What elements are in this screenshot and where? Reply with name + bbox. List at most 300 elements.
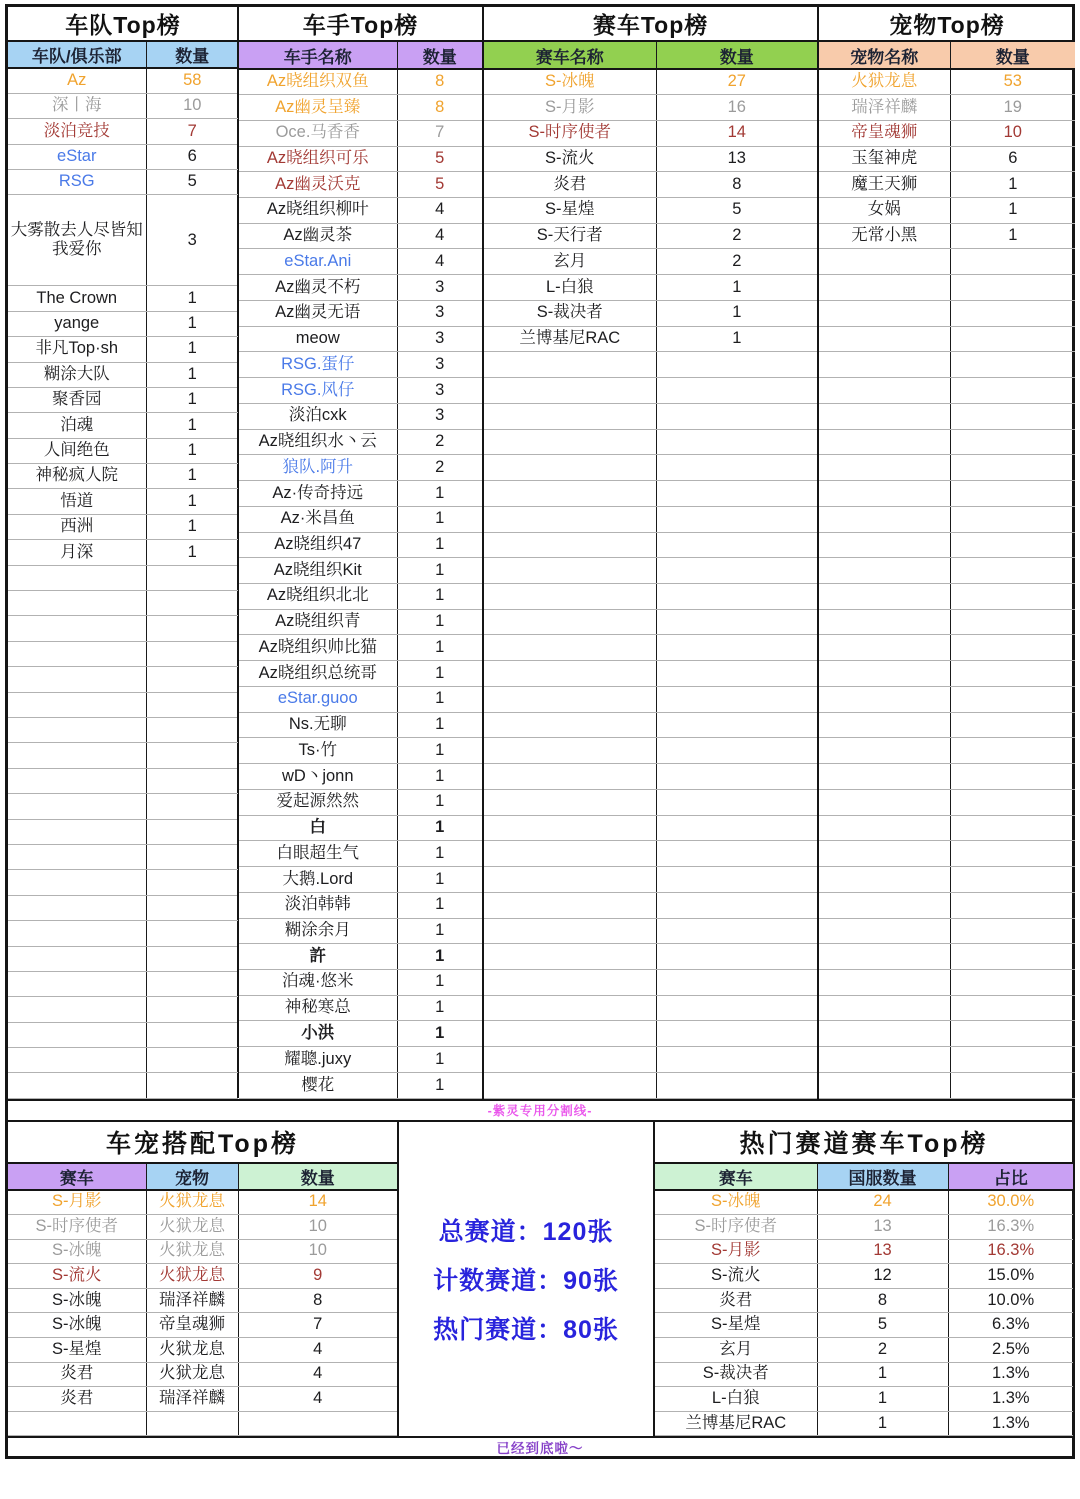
empty-cell xyxy=(8,971,146,996)
name-cell: S-月影 xyxy=(484,95,656,121)
driver-top-table xyxy=(239,7,484,1099)
empty-cell xyxy=(819,249,950,275)
column-header: 宠物 xyxy=(146,1163,238,1190)
empty-row xyxy=(484,944,818,970)
empty-row xyxy=(484,352,818,378)
value-cell: 53 xyxy=(950,69,1075,95)
empty-cell xyxy=(484,1047,656,1073)
name-cell: 耀聰.juxy xyxy=(239,1047,397,1073)
empty-cell xyxy=(8,1048,146,1073)
name-cell: Oce.马香香 xyxy=(239,120,397,146)
empty-row xyxy=(8,895,238,920)
empty-row xyxy=(8,844,238,869)
value-cell: 1 xyxy=(397,506,483,532)
table-row xyxy=(484,172,818,198)
value-cell: 10.0% xyxy=(948,1288,1073,1313)
empty-row xyxy=(484,403,818,429)
value-cell: 1 xyxy=(146,387,238,412)
name-cell: 糊涂大队 xyxy=(8,362,146,387)
table-row xyxy=(239,429,483,455)
empty-cell xyxy=(950,506,1075,532)
table-row xyxy=(655,1313,1073,1338)
empty-row xyxy=(819,764,1075,790)
name-cell: Az幽灵无语 xyxy=(239,300,397,326)
name-cell: Az幽灵不朽 xyxy=(239,275,397,301)
name-cell: 帝皇魂狮 xyxy=(819,120,950,146)
table-row xyxy=(239,223,483,249)
table-row xyxy=(239,892,483,918)
empty-cell xyxy=(8,895,146,920)
bottom-rankings-section xyxy=(8,1122,1072,1436)
value-cell: 27 xyxy=(656,69,818,95)
table-row xyxy=(8,170,238,195)
empty-cell xyxy=(656,635,818,661)
value-cell: 火狱龙息 xyxy=(146,1337,238,1362)
empty-cell xyxy=(819,1072,950,1098)
name-cell: S-流火 xyxy=(8,1264,146,1289)
empty-row xyxy=(484,918,818,944)
table-row xyxy=(239,172,483,198)
value-cell: 9 xyxy=(238,1264,398,1289)
value-cell: 13 xyxy=(656,146,818,172)
empty-cell xyxy=(656,1072,818,1098)
value-cell: 5 xyxy=(146,170,238,195)
empty-cell xyxy=(8,768,146,793)
name-cell: 泊魂 xyxy=(8,413,146,438)
table-row xyxy=(8,514,238,539)
counted-tracks-stat: 计数赛道：90张 xyxy=(433,1267,619,1296)
name-cell: RSG.风仔 xyxy=(239,378,397,404)
empty-cell xyxy=(656,506,818,532)
empty-row xyxy=(8,1022,238,1047)
empty-row xyxy=(484,661,818,687)
empty-cell xyxy=(819,506,950,532)
empty-row xyxy=(8,641,238,666)
empty-cell xyxy=(819,918,950,944)
name-cell: S-天行者 xyxy=(484,223,656,249)
empty-cell xyxy=(484,1072,656,1098)
empty-row xyxy=(8,743,238,768)
table-row xyxy=(484,197,818,223)
empty-row xyxy=(8,1048,238,1073)
empty-cell xyxy=(656,532,818,558)
empty-cell xyxy=(950,764,1075,790)
empty-cell xyxy=(656,892,818,918)
empty-row xyxy=(819,532,1075,558)
table-row xyxy=(239,481,483,507)
empty-cell xyxy=(484,481,656,507)
table-row xyxy=(239,275,483,301)
empty-cell xyxy=(656,995,818,1021)
empty-row xyxy=(484,558,818,584)
table-row xyxy=(655,1288,1073,1313)
column-header: 数量 xyxy=(950,41,1075,68)
empty-cell xyxy=(656,558,818,584)
empty-cell xyxy=(8,1022,146,1047)
table-row xyxy=(8,195,238,246)
empty-cell xyxy=(819,1047,950,1073)
empty-row xyxy=(484,712,818,738)
value-cell: 1 xyxy=(146,514,238,539)
empty-cell xyxy=(146,895,238,920)
empty-cell xyxy=(819,275,950,301)
empty-row xyxy=(8,616,238,641)
empty-cell xyxy=(484,1021,656,1047)
empty-row xyxy=(484,970,818,996)
column-header: 国服数量 xyxy=(817,1163,948,1190)
value-cell: 10 xyxy=(950,120,1075,146)
empty-row xyxy=(484,1072,818,1098)
table-row xyxy=(819,69,1075,95)
empty-cell xyxy=(819,686,950,712)
value-cell: 1 xyxy=(950,172,1075,198)
empty-cell xyxy=(656,738,818,764)
value-cell: 瑞泽祥麟 xyxy=(146,1288,238,1313)
column-header: 宠物名称 xyxy=(819,41,950,68)
empty-cell xyxy=(146,870,238,895)
empty-cell xyxy=(819,429,950,455)
value-cell: 2 xyxy=(656,249,818,275)
table-row xyxy=(8,286,238,311)
table-row xyxy=(484,300,818,326)
value-cell: 6 xyxy=(950,146,1075,172)
name-cell: eStar xyxy=(8,144,146,169)
table-row xyxy=(239,970,483,996)
empty-cell xyxy=(950,532,1075,558)
value-cell: 10 xyxy=(238,1239,398,1264)
value-cell: 1 xyxy=(397,584,483,610)
empty-cell xyxy=(950,892,1075,918)
table-row xyxy=(819,120,1075,146)
value-cell: 8 xyxy=(238,1288,398,1313)
table-row xyxy=(484,120,818,146)
table-row xyxy=(8,68,238,93)
value-cell: 3 xyxy=(397,403,483,429)
empty-row xyxy=(484,455,818,481)
name-cell: 狼队.阿升 xyxy=(239,455,397,481)
empty-row xyxy=(8,997,238,1022)
empty-row xyxy=(819,481,1075,507)
empty-cell xyxy=(819,789,950,815)
empty-cell xyxy=(146,717,238,742)
empty-row xyxy=(484,867,818,893)
empty-cell xyxy=(146,641,238,666)
table-row xyxy=(8,1288,398,1313)
empty-cell xyxy=(819,815,950,841)
name-cell: 深丨海 xyxy=(8,93,146,118)
empty-cell xyxy=(146,1022,238,1047)
pet-top-title: 宠物Top榜 xyxy=(819,7,1075,41)
name-cell: 爱起源然然 xyxy=(239,789,397,815)
name-cell: 炎君 xyxy=(655,1288,817,1313)
empty-cell xyxy=(656,686,818,712)
empty-row xyxy=(819,867,1075,893)
name-cell: S-流火 xyxy=(655,1264,817,1289)
value-cell: 16.3% xyxy=(948,1239,1073,1264)
empty-row xyxy=(8,794,238,819)
car-pet-combo-top-title: 车宠搭配Top榜 xyxy=(8,1122,398,1163)
empty-cell xyxy=(484,455,656,481)
empty-row xyxy=(819,403,1075,429)
table-row xyxy=(239,326,483,352)
empty-row xyxy=(484,841,818,867)
table-row xyxy=(239,944,483,970)
empty-cell xyxy=(950,455,1075,481)
name-cell: Az·传奇持远 xyxy=(239,481,397,507)
empty-cell xyxy=(950,326,1075,352)
empty-row xyxy=(8,921,238,946)
table-row xyxy=(8,1387,398,1412)
name-cell: 小洪 xyxy=(239,1021,397,1047)
empty-row xyxy=(819,326,1075,352)
table-row xyxy=(484,326,818,352)
table-row xyxy=(819,95,1075,121)
value-cell: 5 xyxy=(656,197,818,223)
name-cell: L-白狼 xyxy=(655,1387,817,1412)
name-cell: Az幽灵呈臻 xyxy=(239,95,397,121)
empty-cell xyxy=(656,378,818,404)
table-row xyxy=(239,815,483,841)
empty-cell xyxy=(950,944,1075,970)
empty-cell xyxy=(484,429,656,455)
value-cell: 16 xyxy=(656,95,818,121)
column-header: 占比 xyxy=(948,1163,1073,1190)
table-row xyxy=(655,1411,1073,1436)
track-stats-panel xyxy=(399,1122,655,1436)
value-cell: 14 xyxy=(238,1190,398,1215)
empty-row xyxy=(819,352,1075,378)
name-cell: Az晓组织北北 xyxy=(239,584,397,610)
table-row xyxy=(8,1190,398,1215)
empty-cell xyxy=(950,867,1075,893)
empty-row xyxy=(819,841,1075,867)
empty-cell xyxy=(819,1021,950,1047)
name-cell: 糊涂余月 xyxy=(239,918,397,944)
value-cell: 1 xyxy=(656,300,818,326)
empty-cell xyxy=(819,995,950,1021)
name-cell: 人间绝色 xyxy=(8,438,146,463)
table-row xyxy=(655,1264,1073,1289)
empty-row xyxy=(819,506,1075,532)
table-row xyxy=(239,841,483,867)
empty-cell xyxy=(146,1048,238,1073)
divider-note: -紫灵专用分割线- xyxy=(8,1101,1072,1122)
value-cell: 3 xyxy=(397,300,483,326)
driver-top-title: 车手Top榜 xyxy=(239,7,483,41)
value-cell: 1 xyxy=(950,223,1075,249)
table-row xyxy=(239,146,483,172)
empty-cell xyxy=(484,867,656,893)
value-cell: 5 xyxy=(397,172,483,198)
empty-cell xyxy=(8,997,146,1022)
empty-cell xyxy=(656,403,818,429)
table-row xyxy=(484,249,818,275)
value-cell: 14 xyxy=(656,120,818,146)
name-cell: Az晓组织47 xyxy=(239,532,397,558)
empty-cell xyxy=(950,300,1075,326)
empty-cell xyxy=(484,892,656,918)
name-cell: Az晓组织Kit xyxy=(239,558,397,584)
table-row xyxy=(239,120,483,146)
empty-row xyxy=(484,635,818,661)
empty-row xyxy=(819,249,1075,275)
empty-cell xyxy=(819,481,950,507)
name-cell: 聚香园 xyxy=(8,387,146,412)
value-cell: 1.3% xyxy=(948,1362,1073,1387)
value-cell: 火狱龙息 xyxy=(146,1239,238,1264)
empty-cell xyxy=(819,300,950,326)
empty-row xyxy=(819,918,1075,944)
empty-cell xyxy=(656,481,818,507)
value-cell: 2.5% xyxy=(948,1337,1073,1362)
value-cell: 10 xyxy=(146,93,238,118)
empty-cell xyxy=(8,667,146,692)
column-header: 赛车 xyxy=(655,1163,817,1190)
leaderboard-spreadsheet xyxy=(5,4,1075,1459)
value-cell: 58 xyxy=(146,68,238,93)
empty-cell xyxy=(819,558,950,584)
empty-cell xyxy=(484,635,656,661)
name-cell: 淡泊韩韩 xyxy=(239,892,397,918)
value-cell: 24 xyxy=(817,1190,948,1215)
empty-cell xyxy=(656,609,818,635)
name-cell: S-冰魄 xyxy=(484,69,656,95)
empty-row xyxy=(8,870,238,895)
name-cell: Az·米昌鱼 xyxy=(239,506,397,532)
name-cell: S-裁决者 xyxy=(484,300,656,326)
empty-cell xyxy=(484,403,656,429)
empty-cell xyxy=(950,661,1075,687)
value-cell: 4 xyxy=(397,197,483,223)
value-cell: 4 xyxy=(397,223,483,249)
name-cell: S-时序使者 xyxy=(655,1214,817,1239)
empty-row xyxy=(8,667,238,692)
name-cell: S-裁决者 xyxy=(655,1362,817,1387)
value-cell: 3 xyxy=(146,195,238,286)
empty-row xyxy=(819,300,1075,326)
value-cell: 12 xyxy=(817,1264,948,1289)
empty-row xyxy=(819,789,1075,815)
team-top-table xyxy=(8,7,239,1099)
empty-row xyxy=(819,609,1075,635)
empty-row xyxy=(484,481,818,507)
table-row xyxy=(239,197,483,223)
value-cell: 1 xyxy=(656,275,818,301)
empty-cell xyxy=(146,997,238,1022)
value-cell: 1 xyxy=(146,311,238,336)
empty-cell xyxy=(8,1073,146,1098)
value-cell: 6 xyxy=(146,144,238,169)
name-cell: Az幽灵沃克 xyxy=(239,172,397,198)
table-row xyxy=(239,506,483,532)
empty-row xyxy=(484,1021,818,1047)
empty-cell xyxy=(819,712,950,738)
empty-cell xyxy=(819,635,950,661)
table-row xyxy=(239,738,483,764)
name-cell: The Crown xyxy=(8,286,146,311)
empty-cell xyxy=(819,403,950,429)
table-row xyxy=(239,378,483,404)
empty-cell xyxy=(656,867,818,893)
table-row xyxy=(239,712,483,738)
name-cell: 炎君 xyxy=(8,1387,146,1412)
empty-row xyxy=(8,591,238,616)
table-row xyxy=(239,609,483,635)
table-row xyxy=(819,223,1075,249)
empty-cell xyxy=(656,970,818,996)
table-row xyxy=(239,69,483,95)
table-row xyxy=(8,362,238,387)
table-row xyxy=(8,1214,398,1239)
empty-cell xyxy=(8,870,146,895)
empty-row xyxy=(484,532,818,558)
table-row xyxy=(655,1362,1073,1387)
table-row xyxy=(8,1313,398,1338)
table-row xyxy=(239,455,483,481)
table-row xyxy=(239,300,483,326)
car-top-title: 赛车Top榜 xyxy=(484,7,818,41)
empty-cell xyxy=(146,819,238,844)
value-cell: 1 xyxy=(397,867,483,893)
name-cell: RSG.蛋仔 xyxy=(239,352,397,378)
empty-cell xyxy=(146,946,238,971)
empty-cell xyxy=(656,841,818,867)
empty-cell xyxy=(656,1021,818,1047)
empty-row xyxy=(484,429,818,455)
empty-row xyxy=(8,692,238,717)
value-cell: 8 xyxy=(397,69,483,95)
name-cell: 炎君 xyxy=(8,1362,146,1387)
name-cell: 許 xyxy=(239,944,397,970)
empty-cell xyxy=(146,921,238,946)
empty-row xyxy=(484,815,818,841)
empty-row xyxy=(8,971,238,996)
empty-cell xyxy=(950,558,1075,584)
name-cell: 玉玺神虎 xyxy=(819,146,950,172)
name-cell: Az晓组织水丶云 xyxy=(239,429,397,455)
value-cell: 5 xyxy=(397,146,483,172)
table-row xyxy=(239,1021,483,1047)
empty-cell xyxy=(819,738,950,764)
empty-cell xyxy=(484,738,656,764)
empty-cell xyxy=(950,1021,1075,1047)
value-cell: 1 xyxy=(817,1411,948,1436)
name-cell: S-时序使者 xyxy=(484,120,656,146)
name-cell: eStar.guoo xyxy=(239,686,397,712)
value-cell: 1 xyxy=(146,489,238,514)
empty-cell xyxy=(950,429,1075,455)
empty-row xyxy=(819,455,1075,481)
table-row xyxy=(239,764,483,790)
empty-cell xyxy=(484,970,656,996)
value-cell: 1 xyxy=(397,661,483,687)
name-cell: 月深 xyxy=(8,540,146,565)
empty-cell xyxy=(819,892,950,918)
name-cell: 白 xyxy=(239,815,397,841)
empty-row xyxy=(484,686,818,712)
table-row xyxy=(8,540,238,565)
name-cell: 泊魂·悠米 xyxy=(239,970,397,996)
empty-row xyxy=(8,946,238,971)
value-cell: 1 xyxy=(397,609,483,635)
table-row xyxy=(484,95,818,121)
column-header: 数量 xyxy=(146,41,238,68)
value-cell: 3 xyxy=(397,378,483,404)
empty-cell xyxy=(8,819,146,844)
empty-row xyxy=(819,635,1075,661)
empty-row xyxy=(8,1411,398,1436)
empty-cell xyxy=(146,1073,238,1098)
